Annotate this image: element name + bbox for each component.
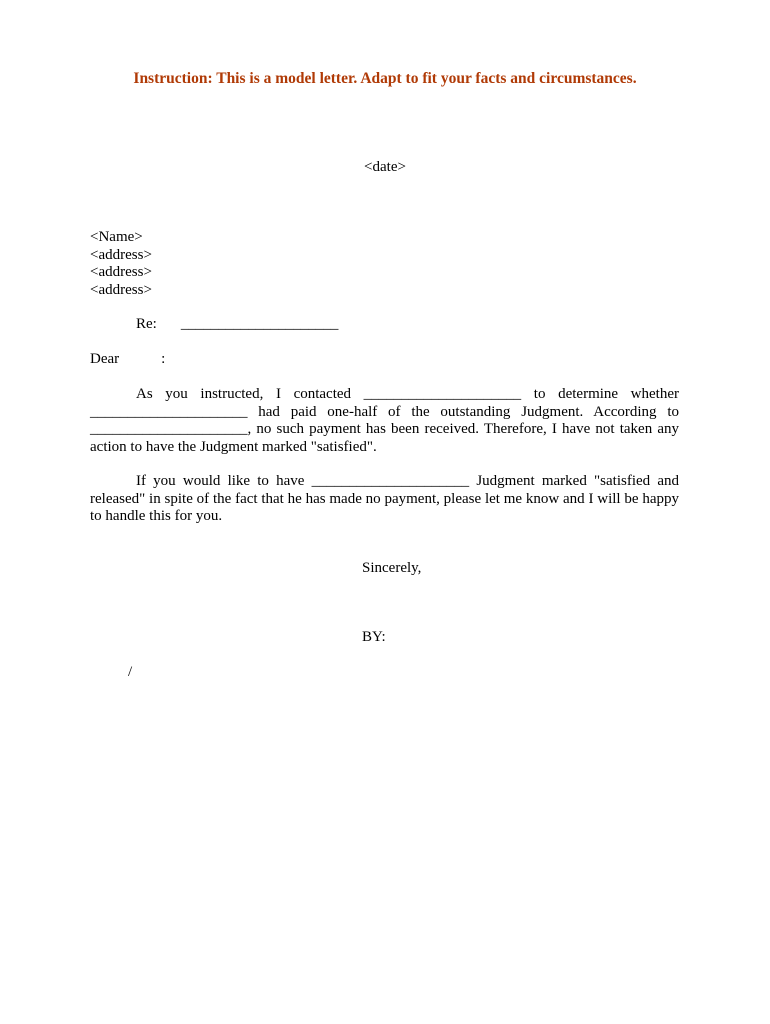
- body-paragraph-2: If you would like to have _____________________ Judgment marked "satisfied and released" in spite of the fact that he has made no payment, please let me know and I will be happy to handle this for you.: [90, 473, 679, 524]
- re-label: Re:: [136, 316, 157, 332]
- re-blank: _____________________: [180, 316, 339, 332]
- re-line: [136, 316, 338, 333]
- salutation: [90, 351, 165, 368]
- salutation-word: Dear: [90, 351, 120, 367]
- signature-by: BY:: [362, 629, 386, 645]
- instruction-heading: Instruction: This is a model letter. Adapt to fit your facts and circumstances.: [133, 70, 637, 87]
- initials-slash: /: [128, 664, 133, 680]
- closing: Sincerely,: [362, 560, 422, 576]
- date-placeholder: <date>: [364, 159, 406, 175]
- recipient-address-line: <address>: [90, 246, 152, 263]
- recipient-address-line: <address>: [90, 281, 152, 298]
- body-paragraph-1: As you instructed, I contacted _____________________ to determine whether _____________________ had paid one-half of the outstanding Judgment. According to _____________________, no such payment has been received. Therefore, I have not taken any action to have the Judgment marked "satisfied".: [90, 386, 679, 455]
- salutation-colon: :: [161, 351, 166, 367]
- recipient-address-line: <address>: [90, 264, 152, 280]
- recipient-name: <Name>: [90, 229, 143, 245]
- recipient-block: [90, 229, 152, 299]
